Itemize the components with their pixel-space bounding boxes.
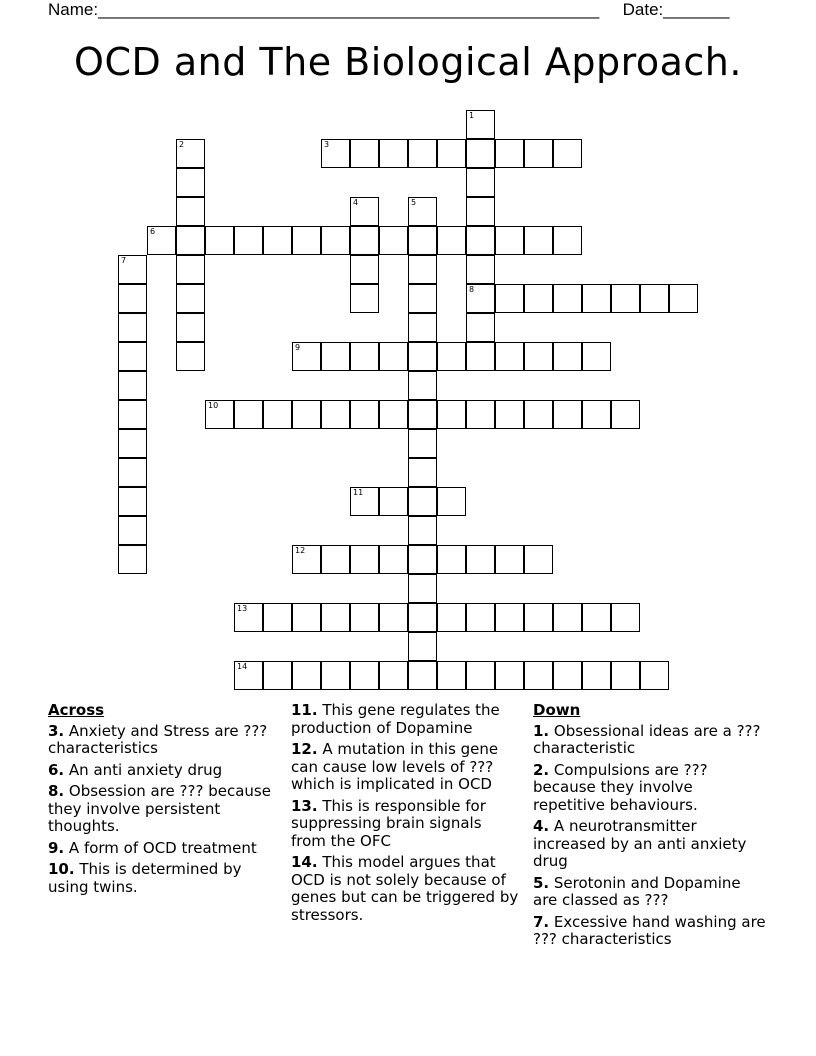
clue-number: 3.	[48, 721, 65, 740]
clue-text: An anti anxiety drug	[64, 760, 223, 779]
grid-cell[interactable]	[176, 284, 205, 313]
grid-cell[interactable]	[205, 400, 234, 429]
grid-cell[interactable]	[118, 516, 147, 545]
clue-text: A neurotransmitter increased by an anti anxiety drug	[533, 817, 747, 870]
grid-cell[interactable]	[437, 603, 466, 632]
grid-cell[interactable]	[321, 661, 350, 690]
grid-cell[interactable]	[437, 342, 466, 371]
grid-cell[interactable]	[379, 342, 408, 371]
grid-cell[interactable]	[379, 487, 408, 516]
cell-number: 10	[208, 401, 219, 410]
cell-number: 12	[295, 546, 306, 555]
grid-cell[interactable]	[495, 226, 524, 255]
across-clue-list-continued	[291, 702, 521, 924]
grid-cell[interactable]	[466, 603, 495, 632]
grid-cell[interactable]	[176, 342, 205, 371]
grid-cell[interactable]	[408, 429, 437, 458]
grid-cell[interactable]	[408, 255, 437, 284]
grid-cell[interactable]	[553, 400, 582, 429]
clue-text: Compulsions are ??? because they involve repetitive behaviours.	[533, 760, 708, 814]
grid-cell[interactable]	[408, 661, 437, 690]
grid-cell[interactable]	[321, 139, 350, 168]
grid-cell[interactable]	[466, 342, 495, 371]
across-heading: Across	[48, 701, 105, 719]
grid-cell[interactable]	[524, 284, 553, 313]
grid-cell[interactable]	[408, 574, 437, 603]
grid-cell[interactable]	[321, 226, 350, 255]
grid-cell[interactable]	[524, 226, 553, 255]
clue-item	[48, 762, 273, 780]
clue-number: 6.	[48, 760, 65, 779]
clue-text: Excessive hand washing are ??? characteristics	[533, 912, 766, 948]
grid-cell[interactable]	[524, 139, 553, 168]
grid-cell[interactable]	[205, 226, 234, 255]
grid-cell[interactable]	[176, 313, 205, 342]
grid-cell[interactable]	[176, 255, 205, 284]
clue-text: Anxiety and Stress are ??? characteristics	[48, 721, 268, 757]
grid-cell[interactable]	[263, 603, 292, 632]
down-clues-column	[533, 702, 768, 953]
clue-number: 12.	[291, 740, 318, 758]
clue-item	[291, 798, 521, 851]
clue-item	[48, 840, 273, 858]
clue-item	[533, 762, 768, 815]
clue-item	[533, 723, 768, 758]
cell-number: 2	[179, 140, 185, 149]
grid-cell[interactable]	[379, 545, 408, 574]
grid-cell[interactable]	[292, 661, 321, 690]
grid-cell[interactable]	[321, 545, 350, 574]
grid-cell[interactable]	[466, 661, 495, 690]
grid-cell[interactable]	[495, 139, 524, 168]
clue-item	[533, 875, 768, 910]
grid-cell[interactable]	[350, 487, 379, 516]
grid-cell[interactable]	[669, 284, 698, 313]
grid-cell[interactable]	[582, 661, 611, 690]
grid-cell[interactable]	[379, 226, 408, 255]
grid-cell[interactable]	[379, 139, 408, 168]
grid-cell[interactable]	[292, 545, 321, 574]
grid-cell[interactable]	[495, 603, 524, 632]
grid-cell[interactable]	[553, 603, 582, 632]
grid-cell[interactable]	[292, 226, 321, 255]
grid-cell[interactable]	[263, 661, 292, 690]
grid-cell[interactable]	[524, 342, 553, 371]
name-blank[interactable]: _____________________________________________________	[98, 0, 600, 19]
grid-cell[interactable]	[495, 400, 524, 429]
clue-item	[48, 861, 273, 896]
grid-cell[interactable]	[350, 226, 379, 255]
clue-number: 10.	[48, 860, 75, 878]
grid-cell[interactable]	[118, 313, 147, 342]
grid-cell[interactable]	[321, 342, 350, 371]
clue-item	[533, 818, 768, 871]
grid-cell[interactable]	[350, 284, 379, 313]
grid-cell[interactable]	[553, 342, 582, 371]
grid-cell[interactable]	[466, 284, 495, 313]
clue-text: A mutation in this gene can cause low levels of ??? which is implicated in OCD	[291, 740, 499, 793]
clue-number: 2.	[533, 760, 550, 779]
grid-cell[interactable]	[408, 226, 437, 255]
clue-text: This model argues that OCD is not solely because of genes but can be triggered by stressors.	[291, 853, 519, 924]
down-heading: Down	[533, 701, 581, 719]
clue-number: 1.	[533, 721, 550, 740]
across-clues-continued	[291, 702, 521, 928]
grid-cell[interactable]	[321, 603, 350, 632]
grid-cell[interactable]	[640, 661, 669, 690]
cell-number: 13	[237, 604, 248, 613]
grid-cell[interactable]	[118, 429, 147, 458]
grid-cell[interactable]	[292, 342, 321, 371]
clue-text: Obsessional ideas are a ??? characteristic	[533, 721, 761, 757]
date-label: Date:	[622, 0, 664, 19]
grid-cell[interactable]	[350, 603, 379, 632]
grid-cell[interactable]	[495, 284, 524, 313]
grid-cell[interactable]	[466, 168, 495, 197]
grid-cell[interactable]	[176, 168, 205, 197]
cell-number: 7	[121, 256, 127, 265]
cell-number: 8	[469, 285, 475, 294]
cell-number: 3	[324, 140, 330, 149]
grid-cell[interactable]	[379, 603, 408, 632]
grid-cell[interactable]	[611, 400, 640, 429]
grid-cell[interactable]	[408, 313, 437, 342]
grid-cell[interactable]	[495, 342, 524, 371]
clue-item	[291, 854, 521, 924]
grid-cell[interactable]	[147, 226, 176, 255]
grid-cell[interactable]	[118, 255, 147, 284]
grid-cell[interactable]	[408, 284, 437, 313]
grid-cell[interactable]	[118, 545, 147, 574]
grid-cell[interactable]	[582, 342, 611, 371]
cell-number: 1	[469, 111, 475, 120]
grid-cell[interactable]	[118, 342, 147, 371]
grid-cell[interactable]	[118, 400, 147, 429]
across-clues-column	[48, 702, 273, 900]
grid-cell[interactable]	[350, 342, 379, 371]
grid-cell[interactable]	[437, 487, 466, 516]
grid-cell[interactable]	[408, 371, 437, 400]
grid-cell[interactable]	[379, 400, 408, 429]
grid-cell[interactable]	[350, 139, 379, 168]
clue-number: 8.	[48, 782, 65, 800]
grid-cell[interactable]	[234, 226, 263, 255]
across-clue-list	[48, 723, 273, 897]
clue-text: This gene regulates the production of Dopamine	[291, 701, 500, 737]
grid-cell[interactable]	[234, 661, 263, 690]
cell-number: 14	[237, 662, 248, 671]
grid-cell[interactable]	[234, 400, 263, 429]
grid-cell[interactable]	[292, 400, 321, 429]
clue-item	[533, 914, 768, 949]
page-title: OCD and The Biological Approach.	[74, 40, 742, 84]
grid-cell[interactable]	[495, 545, 524, 574]
clue-item	[291, 741, 521, 794]
grid-cell[interactable]	[408, 197, 437, 226]
grid-cell[interactable]	[176, 226, 205, 255]
grid-cell[interactable]	[524, 545, 553, 574]
grid-cell[interactable]	[408, 487, 437, 516]
grid-cell[interactable]	[408, 632, 437, 661]
clue-number: 13.	[291, 796, 318, 815]
grid-cell[interactable]	[611, 284, 640, 313]
grid-cell[interactable]	[263, 400, 292, 429]
grid-cell[interactable]	[495, 661, 524, 690]
grid-cell[interactable]	[408, 603, 437, 632]
grid-cell[interactable]	[408, 458, 437, 487]
grid-cell[interactable]	[640, 284, 669, 313]
grid-cell[interactable]	[582, 400, 611, 429]
grid-cell[interactable]	[350, 545, 379, 574]
grid-cell[interactable]	[118, 284, 147, 313]
clue-text: Serotonin and Dopamine are classed as ???	[533, 873, 741, 909]
grid-cell[interactable]	[408, 400, 437, 429]
clue-text: A form of OCD treatment	[64, 838, 257, 857]
grid-cell[interactable]	[408, 139, 437, 168]
clue-item	[48, 783, 273, 836]
clue-number: 14.	[291, 853, 318, 871]
cell-number: 9	[295, 343, 301, 352]
grid-cell[interactable]	[582, 284, 611, 313]
grid-cell[interactable]	[437, 545, 466, 574]
grid-cell[interactable]	[466, 110, 495, 139]
grid-cell[interactable]	[176, 139, 205, 168]
grid-cell[interactable]	[408, 516, 437, 545]
clue-item	[291, 702, 521, 737]
grid-cell[interactable]	[437, 226, 466, 255]
grid-cell[interactable]	[582, 603, 611, 632]
grid-cell[interactable]	[553, 226, 582, 255]
cell-number: 4	[353, 198, 359, 207]
grid-cell[interactable]	[553, 661, 582, 690]
grid-cell[interactable]	[408, 342, 437, 371]
name-label: Name:	[48, 0, 99, 19]
clue-text: This is determined by using twins.	[48, 860, 242, 896]
clue-item	[48, 723, 273, 758]
grid-cell[interactable]	[553, 284, 582, 313]
clue-text: Obsession are ??? because they involve persistent thoughts.	[48, 782, 271, 835]
grid-cell[interactable]	[524, 661, 553, 690]
grid-cell[interactable]	[466, 197, 495, 226]
grid-cell[interactable]	[118, 458, 147, 487]
clue-number: 11.	[291, 701, 318, 719]
grid-cell[interactable]	[437, 661, 466, 690]
clue-number: 5.	[533, 873, 550, 892]
grid-cell[interactable]	[263, 226, 292, 255]
grid-cell[interactable]	[176, 197, 205, 226]
grid-cell[interactable]	[292, 603, 321, 632]
down-clue-list	[533, 723, 768, 949]
grid-cell[interactable]	[466, 545, 495, 574]
grid-cell[interactable]	[118, 487, 147, 516]
cell-number: 11	[353, 488, 364, 497]
grid-cell[interactable]	[611, 603, 640, 632]
grid-cell[interactable]	[524, 603, 553, 632]
grid-cell[interactable]	[437, 400, 466, 429]
grid-cell[interactable]	[408, 545, 437, 574]
grid-cell[interactable]	[437, 139, 466, 168]
date-blank[interactable]: _______	[663, 0, 730, 19]
grid-cell[interactable]	[350, 197, 379, 226]
grid-cell[interactable]	[611, 661, 640, 690]
grid-cell[interactable]	[321, 400, 350, 429]
clue-number: 7.	[533, 912, 550, 931]
grid-cell[interactable]	[524, 400, 553, 429]
grid-cell[interactable]	[466, 255, 495, 284]
cell-number: 5	[411, 198, 417, 207]
grid-cell[interactable]	[553, 139, 582, 168]
grid-cell[interactable]	[466, 139, 495, 168]
grid-cell[interactable]	[466, 226, 495, 255]
grid-cell[interactable]	[379, 661, 408, 690]
grid-cell[interactable]	[466, 400, 495, 429]
clue-number: 9.	[48, 838, 65, 857]
grid-cell[interactable]	[466, 313, 495, 342]
grid-cell[interactable]	[350, 255, 379, 284]
grid-cell[interactable]	[350, 661, 379, 690]
cell-number: 6	[150, 227, 156, 236]
grid-cell[interactable]	[350, 400, 379, 429]
grid-cell[interactable]	[234, 603, 263, 632]
clue-number: 4.	[533, 817, 550, 835]
clue-text: This is responsible for suppressing brain signals from the OFC	[291, 796, 486, 850]
grid-cell[interactable]	[118, 371, 147, 400]
